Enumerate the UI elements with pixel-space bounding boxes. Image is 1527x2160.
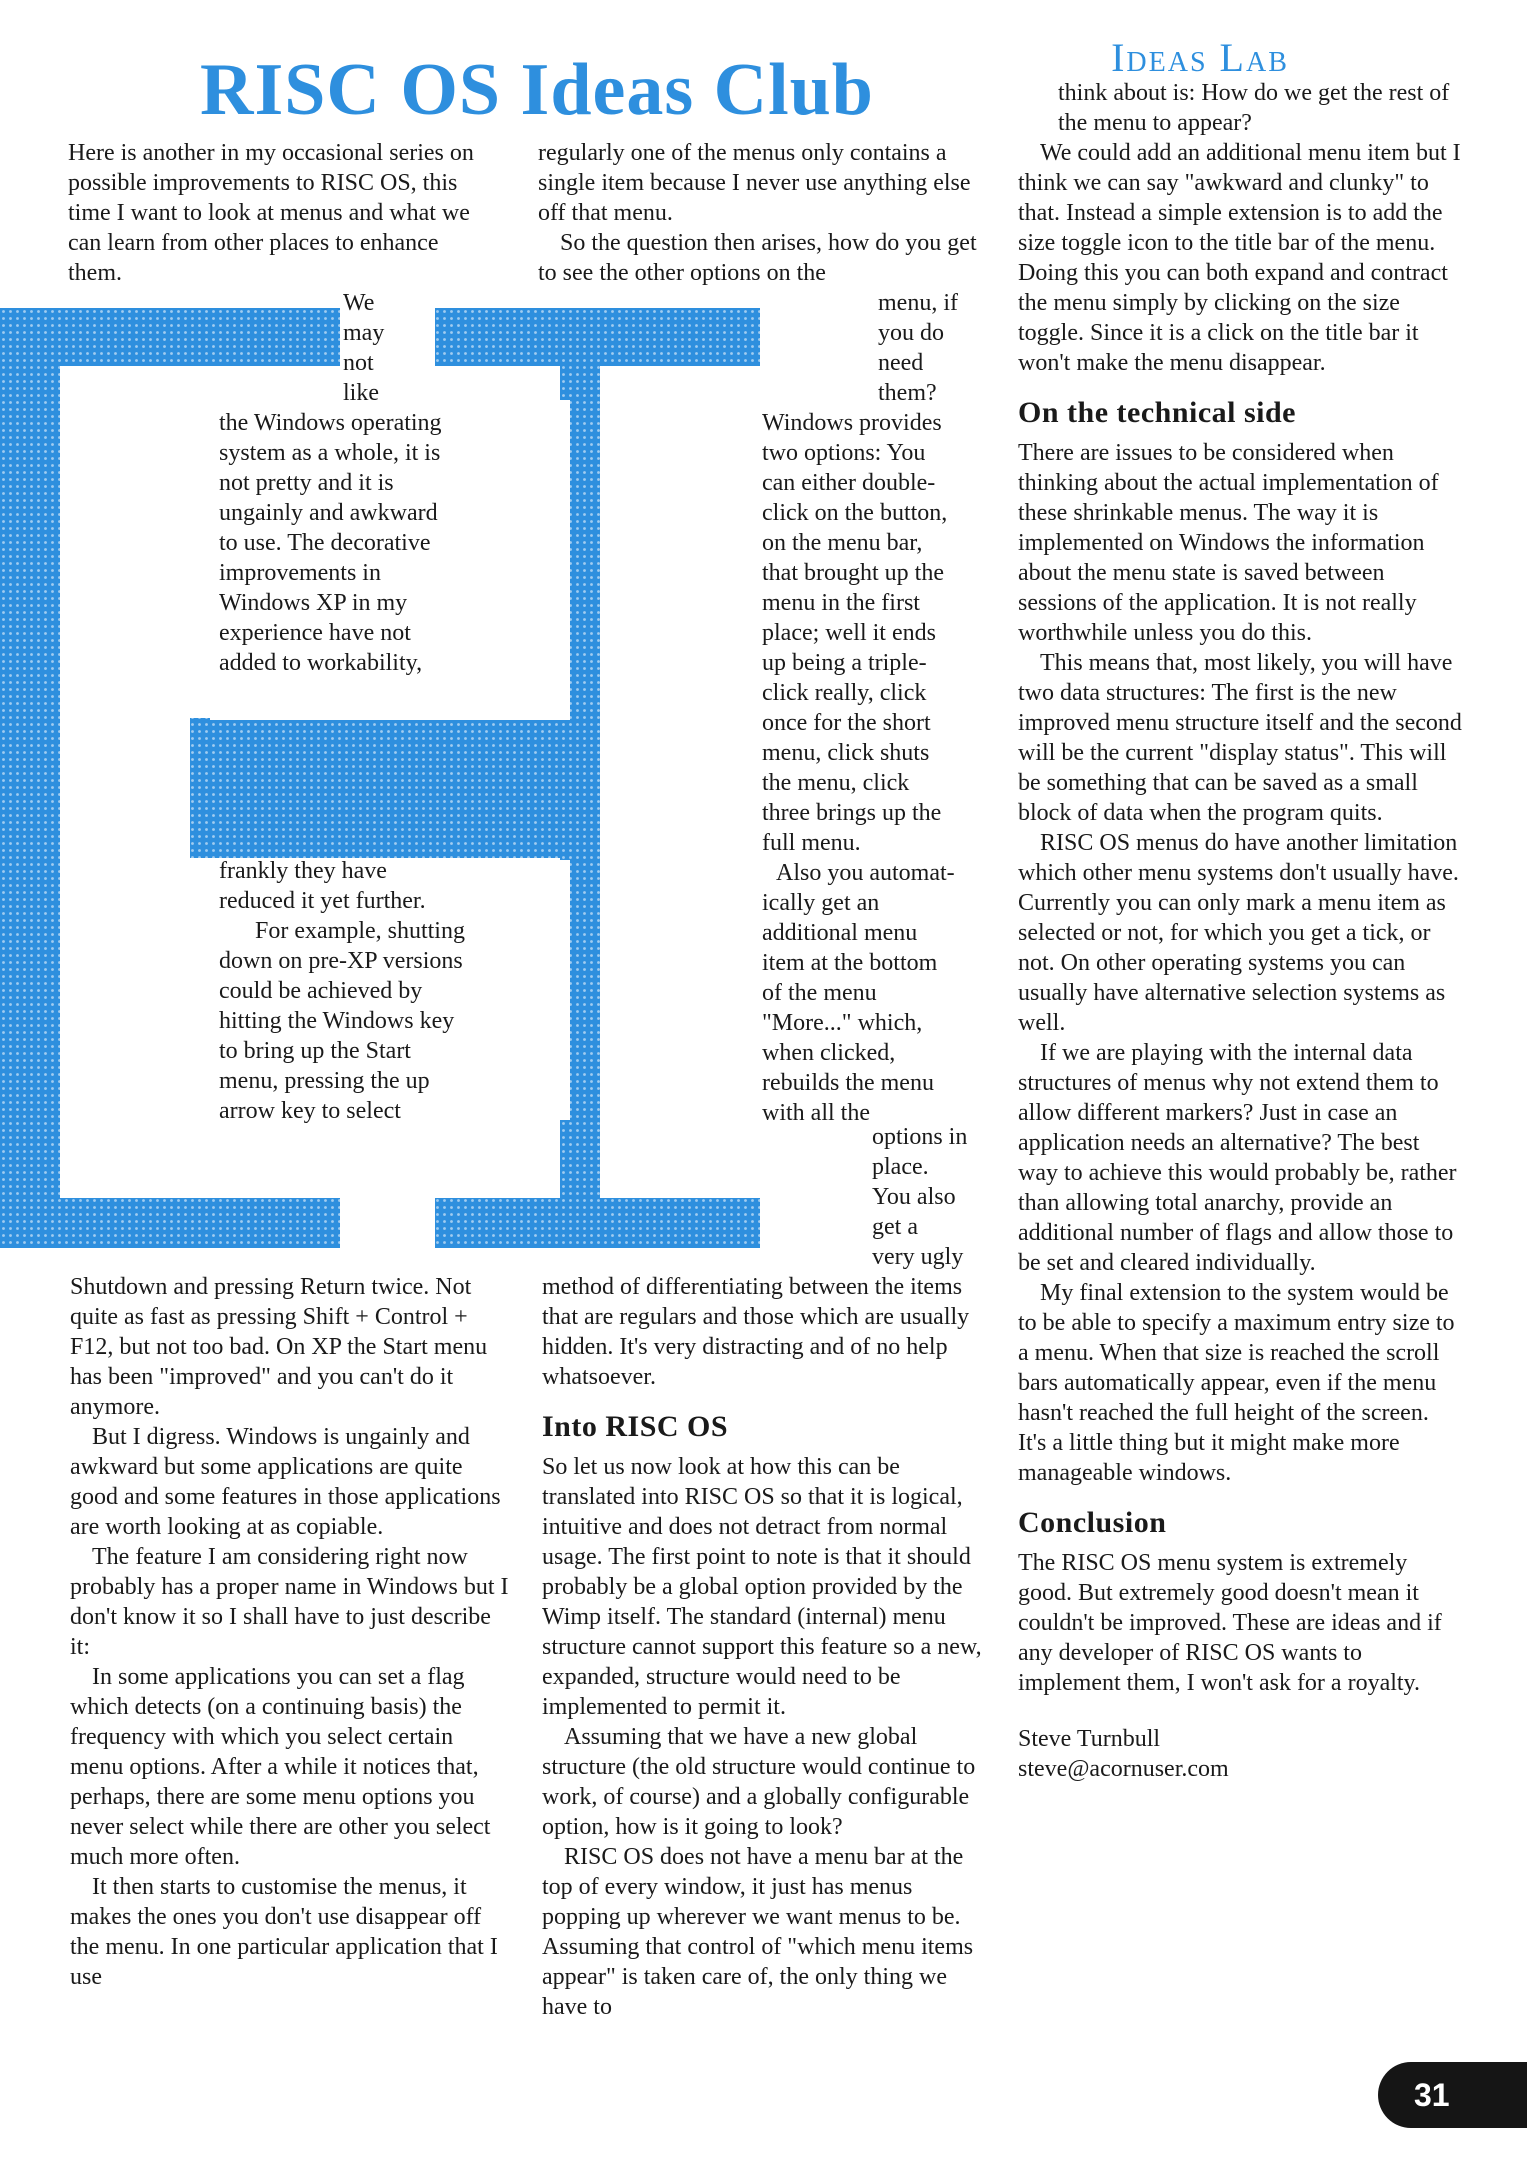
wrap-line: options in	[872, 1124, 968, 1150]
dropcap-line: reduced it yet further.	[219, 888, 426, 914]
paragraph: Shutdown and pressing Return twice. Not quite as fast as pressing Shift + Control + F12, but not too bad. On XP the Start menu has been "improved" and you can't do it anymore.	[70, 1274, 488, 1420]
wrap-line: You also	[872, 1184, 956, 1210]
wrap-line: click really, click	[762, 680, 927, 706]
wrap-line: place.	[872, 1154, 929, 1180]
heading-into-risc-os: Into RISC OS	[542, 1410, 729, 1443]
wrap-line: two options: You	[762, 440, 926, 466]
wrap-line: that brought up the	[762, 560, 944, 586]
wrap-line: need	[878, 350, 924, 376]
wrap-line: you do	[878, 320, 944, 346]
dropcap-line: We	[343, 290, 375, 316]
dropcap-line: Windows XP in my	[219, 590, 408, 616]
wrap-line: Also you automat-	[776, 860, 955, 886]
wrap-line: with all the	[762, 1100, 870, 1126]
wrap-line: full menu.	[762, 830, 861, 856]
paragraph: The feature I am considering right now probably has a proper name in Windows but I don't know it so I shall have to just describe it:	[70, 1544, 509, 1660]
wrap-line: additional menu	[762, 920, 918, 946]
col2-body	[542, 1272, 982, 2022]
dropcap-line: not	[343, 350, 374, 376]
section-label: Ideas Lab	[1111, 35, 1289, 80]
paragraph: RISC OS does not have a menu bar at the top of every window, it just has menus popping up wherever we want menus to be. Assuming that control of "which menu items appear" is taken care of, the only thing we have to	[542, 1844, 974, 2020]
wrap-line: menu, if	[878, 290, 958, 316]
wrap-line: click on the button,	[762, 500, 948, 526]
wrap-line: once for the short	[762, 710, 931, 736]
col2-wrap-right-a	[878, 288, 958, 408]
dropcap-line: menu, pressing the up	[219, 1068, 430, 1094]
paragraph: Assuming that we have a new global structure (the old structure would continue to work, of course) and a globally configurable option, how is it going to look?	[542, 1724, 976, 1840]
intro-paragraph: Here is another in my occasional series on possible improvements to RISC OS, this time I want to look at menus and what we can learn from other places to enhance them.	[68, 140, 474, 286]
paragraph: regularly one of the menus only contains a single item because I never use anything else off that menu.	[538, 140, 971, 226]
paragraph: The RISC OS menu system is extremely good. But extremely good doesn't mean it couldn't be improved. These are ideas and if any developer of RISC OS wants to implement them, I won't ask for a royalty.	[1018, 1550, 1442, 1696]
dropcap-line: down on pre-XP versions	[219, 948, 463, 974]
dropcap-line: For example, shutting	[255, 918, 465, 944]
wrap-line: item at the bottom	[762, 950, 938, 976]
paragraph: In some applications you can set a flag which detects (on a continuing basis) the frequency with which you select certain menu options. After a while it notices that, perhaps, there are some menu options you never select while there are other you select much more often.	[70, 1664, 491, 1870]
article-title: RISC OS Ideas Club	[200, 49, 874, 131]
dropcap-line: frankly they have	[219, 858, 387, 884]
paragraph: There are issues to be considered when thinking about the actual implementation of these shrinkable menus. The way it is implemented on Windows the information about the menu state is saved between sessions of the application. It is not really worthwhile unless you do this.	[1018, 440, 1439, 646]
heading-technical-side: On the technical side	[1018, 396, 1296, 429]
dropcap-line: could be achieved by	[219, 978, 423, 1004]
wrap-line: of the menu	[762, 980, 877, 1006]
wrap-line: get a	[872, 1214, 918, 1240]
paragraph: So the question then arises, how do you get to see the other options on the	[538, 230, 977, 286]
col2-wrap-inner	[762, 408, 955, 1128]
dropcap-line: not pretty and it is	[219, 470, 394, 496]
wrap-line: menu in the first	[762, 590, 920, 616]
wrap-line: on the menu bar,	[762, 530, 923, 556]
wrap-line: the menu, click	[762, 770, 910, 796]
dropcap-line: to bring up the Start	[219, 1038, 411, 1064]
paragraph: But I digress. Windows is ungainly and awkward but some applications are quite good and some features in those applications are worth looking at as copiable.	[70, 1424, 501, 1540]
paragraph: If we are playing with the internal data structures of menus why not extend them to allow different markers? Just in case an application needs an alternative? The best way to achieve this would probably be, rather than allowing total anarchy, provide an additional number of flags and allow those to be set and cleared individually.	[1018, 1040, 1457, 1276]
dropcap-wrap-c	[219, 856, 465, 1126]
paragraph: My final extension to the system would be to be able to specify a maximum entry size to a menu. When that size is reached the scroll bars automatically appear, even if the menu hasn't reached the full height of the screen. It's a little thing but it might make more manageable windows.	[1018, 1280, 1455, 1486]
paragraph: RISC OS menus do have another limitation which other menu systems don't usually have. Currently you can only mark a menu item as selected or not, for which you get a tick, or not. On other operating systems you can usually have alternative selection systems as well.	[1018, 830, 1459, 1036]
dropcap-line: experience have not	[219, 620, 411, 646]
col3-body	[1018, 78, 1463, 1784]
wrap-line: rebuilds the menu	[762, 1070, 934, 1096]
dropcap-line: system as a whole, it is	[219, 440, 441, 466]
wrap-line: very ugly	[872, 1244, 964, 1270]
wrap-line: place; well it ends	[762, 620, 936, 646]
heading-conclusion: Conclusion	[1018, 1506, 1167, 1539]
dropcap-line: ungainly and awkward	[219, 500, 438, 526]
dropcap-line: may	[343, 320, 385, 346]
dropcap-line: improvements in	[219, 560, 381, 586]
wrap-line: three brings up the	[762, 800, 942, 826]
paragraph: This means that, most likely, you will have two data structures: The first is the new improved menu structure itself and the second will be the current "display status". This will be something that can be saved as a small block of data when the program quits.	[1018, 650, 1462, 826]
wrap-line: ically get an	[762, 890, 880, 916]
author-name: Steve Turnbull	[1018, 1726, 1161, 1752]
page-number: 31	[1378, 2062, 1527, 2128]
wrap-line: up being a triple-	[762, 650, 927, 676]
dropcap-line: the Windows operating	[219, 410, 442, 436]
wrap-line: Windows provides	[762, 410, 942, 436]
dropcap-line: hitting the Windows key	[219, 1008, 455, 1034]
wrap-line: menu, click shuts	[762, 740, 930, 766]
dropcap-wrap-b	[219, 408, 442, 678]
author-email: steve@acornuser.com	[1018, 1756, 1229, 1782]
dropcap-line: arrow key to select	[219, 1098, 401, 1124]
paragraph: method of differentiating between the items that are regulars and those which are usually hidden. It's very distracting and of no help whatsoever.	[542, 1274, 970, 1390]
paragraph: think about is: How do we get the rest of the menu to appear?	[1058, 80, 1450, 136]
wrap-line: when clicked,	[762, 1040, 896, 1066]
wrap-line: can either double-	[762, 470, 936, 496]
paragraph: So let us now look at how this can be translated into RISC OS so that it is logical, intuitive and does not detract from normal usage. The first point to note is that it should probably be a global option provided by the Wimp itself. The standard (internal) menu structure cannot support this feature so a new, expanded, structure would need to be implemented to permit it.	[542, 1454, 982, 1720]
dropcap-line: to use. The decorative	[219, 530, 431, 556]
dropcap-line: like	[343, 380, 379, 406]
col1-intro	[68, 138, 498, 288]
wrap-line: "More..." which,	[762, 1010, 923, 1036]
paragraph: It then starts to customise the menus, it makes the ones you don't use disappear off the menu. In one particular application that I use	[70, 1874, 498, 1990]
dropcap-wrap-a	[343, 288, 384, 408]
col2-top	[538, 138, 998, 288]
wrap-line: them?	[878, 380, 937, 406]
paragraph: We could add an additional menu item but I think we can say "awkward and clunky" to that. Instead a simple extension is to add the size toggle icon to the title bar of the menu. Doing this you can both expand and contract the menu simply by clicking on the size toggle. Since it is a click on the title bar it won't make the menu disappear.	[1018, 140, 1461, 376]
dropcap-line: added to workability,	[219, 650, 423, 676]
col2-wrap-right-b	[872, 1122, 967, 1272]
col1-body	[70, 1272, 510, 1992]
